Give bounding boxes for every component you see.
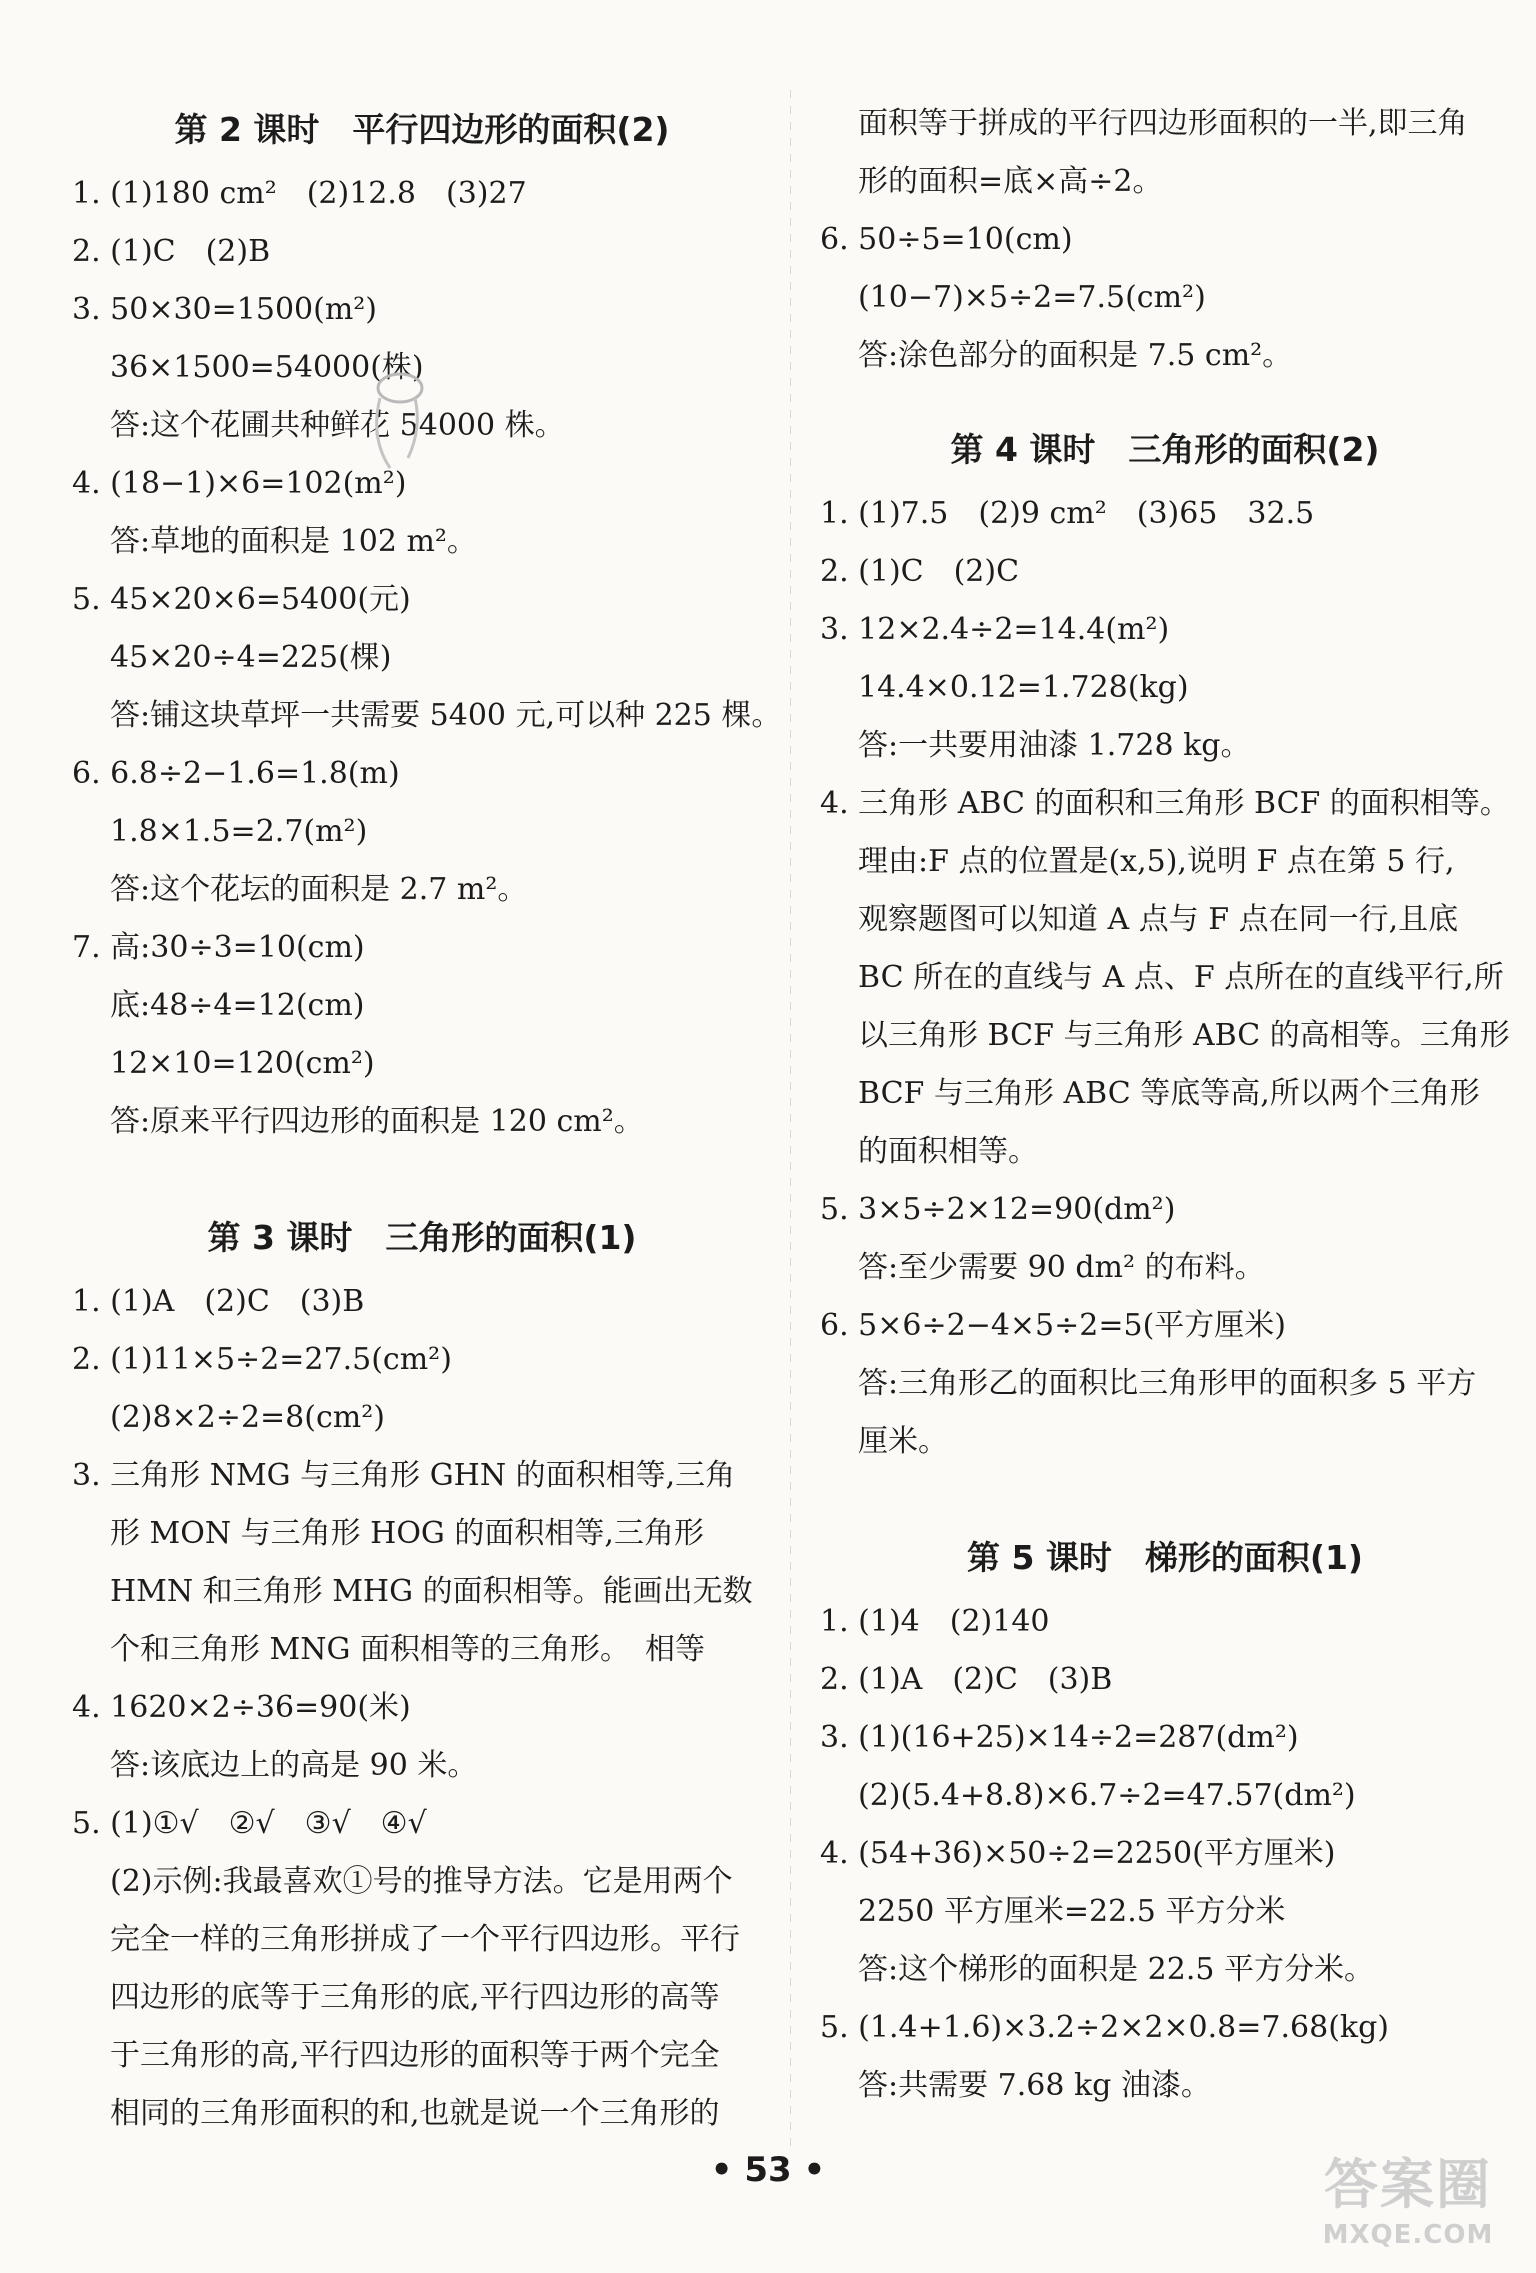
answer-line: 12×10=120(cm²) bbox=[110, 1046, 375, 1081]
answer-line: 2. (1)C (2)C bbox=[820, 554, 1020, 589]
answer-line: 3. 三角形 NMG 与三角形 GHN 的面积相等,三角 bbox=[72, 1458, 736, 1493]
answer-line: 答:该底边上的高是 90 米。 bbox=[110, 1748, 478, 1783]
answer-line: (2)(5.4+8.8)×6.7÷2=47.57(dm²) bbox=[858, 1778, 1356, 1813]
answer-line: 答:铺这块草坪一共需要 5400 元,可以种 225 棵。 bbox=[110, 698, 782, 733]
answer-line: 5. 45×20×6=5400(元) bbox=[72, 582, 411, 617]
answer-line: 2250 平方厘米=22.5 平方分米 bbox=[858, 1894, 1286, 1929]
answer-line: 1. (1)A (2)C (3)B bbox=[72, 1284, 365, 1319]
answer-line: 于三角形的高,平行四边形的面积等于两个完全 bbox=[110, 2038, 720, 2073]
stamp-icon bbox=[360, 358, 440, 478]
page-number: • 53 • bbox=[710, 2150, 826, 2190]
watermark-logo bbox=[1298, 2153, 1518, 2263]
answer-line: 4. (54+36)×50÷2=2250(平方厘米) bbox=[820, 1836, 1336, 1871]
section-title: 第 3 课时 三角形的面积(1) bbox=[207, 1218, 637, 1257]
answer-line: 答:这个梯形的面积是 22.5 平方分米。 bbox=[858, 1952, 1374, 1987]
answer-line: 答:这个花坛的面积是 2.7 m²。 bbox=[110, 872, 528, 907]
section-title: 第 5 课时 梯形的面积(1) bbox=[966, 1538, 1364, 1577]
answer-line: BCF 与三角形 ABC 等底等高,所以两个三角形 bbox=[858, 1076, 1480, 1111]
answer-line: 6. 5×6÷2−4×5÷2=5(平方厘米) bbox=[820, 1308, 1286, 1343]
answer-line: 四边形的底等于三角形的底,平行四边形的高等 bbox=[110, 1980, 720, 2015]
answer-line: 5. (1)①√ ②√ ③√ ④√ bbox=[72, 1806, 427, 1841]
answer-line: 6. 6.8÷2−1.6=1.8(m) bbox=[72, 756, 400, 791]
answer-line: 45×20÷4=225(棵) bbox=[110, 640, 392, 675]
answer-line: 4. 1620×2÷36=90(米) bbox=[72, 1690, 411, 1725]
answer-line: 个和三角形 MNG 面积相等的三角形。 相等 bbox=[110, 1632, 706, 1667]
answer-line: 完全一样的三角形拼成了一个平行四边形。平行 bbox=[110, 1922, 740, 1957]
watermark-url: MXQE.COM bbox=[1322, 2220, 1494, 2250]
spacer bbox=[820, 385, 1510, 415]
answer-line: 答:共需要 7.68 kg 油漆。 bbox=[858, 2068, 1211, 2103]
answer-line: 1.8×1.5=2.7(m²) bbox=[110, 814, 368, 849]
answer-line: 1. (1)180 cm² (2)12.8 (3)27 bbox=[72, 176, 527, 211]
answer-line: 形 MON 与三角形 HOG 的面积相等,三角形 bbox=[110, 1516, 704, 1551]
answer-line: 2. (1)C (2)B bbox=[72, 234, 271, 269]
answer-line: 14.4×0.12=1.728(kg) bbox=[858, 670, 1189, 705]
answer-line: 5. (1.4+1.6)×3.2÷2×2×0.8=7.68(kg) bbox=[820, 2010, 1389, 2045]
answer-line: 理由:F 点的位置是(x,5),说明 F 点在第 5 行, bbox=[858, 844, 1455, 879]
watermark-logo-text: 答案圈 bbox=[1324, 2153, 1492, 2216]
answer-line: 3. 12×2.4÷2=14.4(m²) bbox=[820, 612, 1170, 647]
answer-line: 的面积相等。 bbox=[858, 1134, 1038, 1169]
answer-line: 形的面积=底×高÷2。 bbox=[858, 164, 1163, 199]
section-title: 第 4 课时 三角形的面积(2) bbox=[950, 430, 1380, 469]
answer-line: 5. 3×5÷2×12=90(dm²) bbox=[820, 1192, 1176, 1227]
answer-line: 2. (1)11×5÷2=27.5(cm²) bbox=[72, 1342, 452, 1377]
spacer bbox=[72, 1151, 772, 1203]
answer-line: 1. (1)7.5 (2)9 cm² (3)65 32.5 bbox=[820, 496, 1315, 531]
answer-line: 观察题图可以知道 A 点与 F 点在同一行,且底 bbox=[858, 902, 1459, 937]
answer-line: 面积等于拼成的平行四边形面积的一半,即三角 bbox=[858, 106, 1468, 141]
right-column bbox=[820, 95, 1510, 2115]
spacer bbox=[820, 1471, 1510, 1523]
answer-line: 答:草地的面积是 102 m²。 bbox=[110, 524, 477, 559]
answer-line: 相同的三角形面积的和,也就是说一个三角形的 bbox=[110, 2096, 720, 2131]
answer-line: 36×1500=54000(株) bbox=[110, 350, 424, 385]
answer-line: 7. 高:30÷3=10(cm) bbox=[72, 930, 365, 965]
answer-line: (10−7)×5÷2=7.5(cm²) bbox=[858, 280, 1206, 315]
answer-line: 底:48÷4=12(cm) bbox=[110, 988, 365, 1023]
answer-line: 答:三角形乙的面积比三角形甲的面积多 5 平方 bbox=[858, 1366, 1477, 1401]
section-title: 第 2 课时 平行四边形的面积(2) bbox=[174, 110, 670, 149]
answer-line: 厘米。 bbox=[858, 1424, 948, 1459]
answer-line: 答:这个花圃共种鲜花 54000 株。 bbox=[110, 408, 565, 443]
answer-line: (2)8×2÷2=8(cm²) bbox=[110, 1400, 385, 1435]
answer-line: 答:原来平行四边形的面积是 120 cm²。 bbox=[110, 1104, 644, 1139]
column-divider bbox=[790, 90, 791, 2150]
answer-line: 3. (1)(16+25)×14÷2=287(dm²) bbox=[820, 1720, 1299, 1755]
answer-line: 4. (18−1)×6=102(m²) bbox=[72, 466, 407, 501]
answer-line: 3. 50×30=1500(m²) bbox=[72, 292, 378, 327]
answer-line: 答:涂色部分的面积是 7.5 cm²。 bbox=[858, 338, 1293, 373]
answer-line: 1. (1)4 (2)140 bbox=[820, 1604, 1050, 1639]
answer-line: (2)示例:我最喜欢①号的推导方法。它是用两个 bbox=[110, 1864, 733, 1899]
answer-line: 6. 50÷5=10(cm) bbox=[820, 222, 1073, 257]
answer-line: 2. (1)A (2)C (3)B bbox=[820, 1662, 1113, 1697]
answer-line: 4. 三角形 ABC 的面积和三角形 BCF 的面积相等。 bbox=[820, 786, 1510, 821]
answer-line: 答:一共要用油漆 1.728 kg。 bbox=[858, 728, 1251, 763]
answer-line: 答:至少需要 90 dm² 的布料。 bbox=[858, 1250, 1265, 1285]
answer-line: HMN 和三角形 MHG 的面积相等。能画出无数 bbox=[110, 1574, 753, 1609]
answer-line: 以三角形 BCF 与三角形 ABC 的高相等。三角形 bbox=[858, 1018, 1510, 1053]
answer-line: BC 所在的直线与 A 点、F 点所在的直线平行,所 bbox=[858, 960, 1504, 995]
